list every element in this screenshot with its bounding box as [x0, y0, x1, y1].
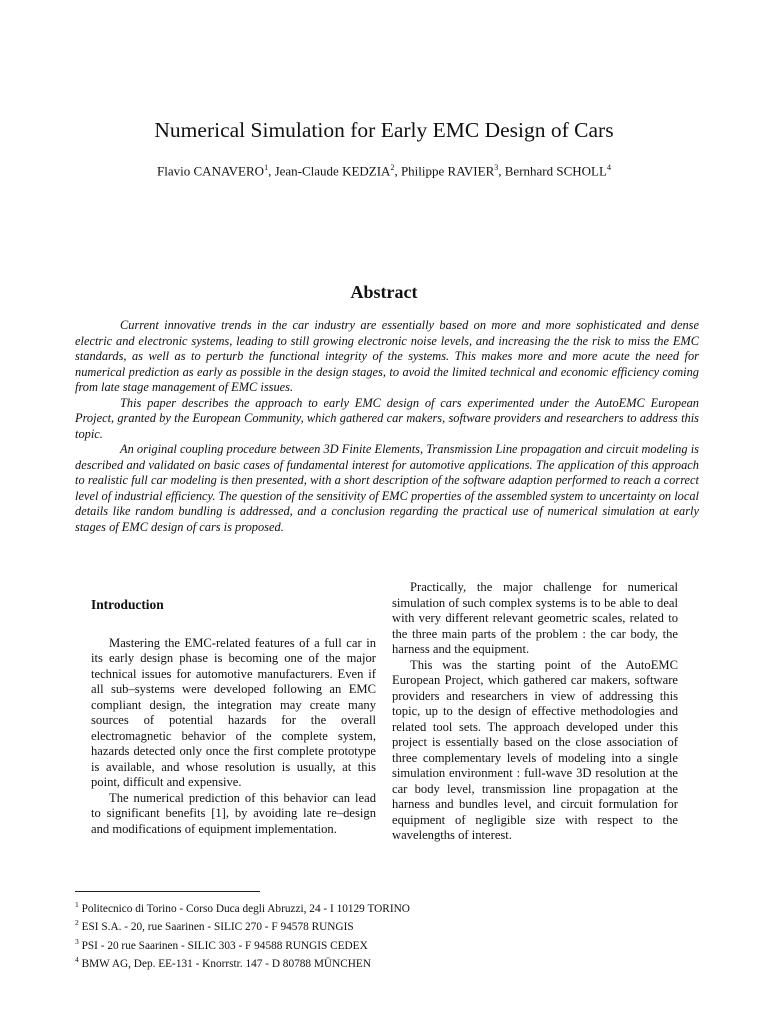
paper-title: Numerical Simulation for Early EMC Design of Cars	[154, 118, 614, 142]
left-column	[91, 597, 376, 837]
abstract-body	[75, 318, 699, 535]
author-affiliation-mark: 4	[606, 163, 611, 172]
body-paragraph: The numerical prediction of this behavior can lead to significant benefits [1], by avoiding late re–design and modifications of equipment implementation.	[91, 790, 376, 836]
body-paragraph: Mastering the EMC-related features of a full car in its early design phase is becoming one of the major technical issues for automotive manufacturers. Even if all sub–systems were developed following an EMC compliant design, the integration may create many sources of potential hazards for the overall electromagnetic behavior of the complete system, hazards detected only once the first complete prototype is available, and whose resolution is usually, at this point, difficult and expensive.	[91, 635, 376, 789]
footnote-mark: 4	[75, 954, 79, 964]
footnote	[75, 935, 695, 953]
footnote-text: BMW AG, Dep. EE-131 - Knorrstr. 147 - D 80788 MÜNCHEN	[81, 957, 371, 970]
abstract-paragraph: This paper describes the approach to early EMC design of cars experimented under the AutoEMC European Project, granted by the European Community, which gathered car makers, software providers and researchers to address this topic.	[75, 395, 699, 441]
footnote-mark: 3	[75, 936, 79, 946]
author-affiliation-mark: 3	[494, 163, 499, 172]
abstract-heading: Abstract	[350, 282, 418, 302]
footnotes	[75, 898, 695, 971]
footnote-text: Politecnico di Torino - Corso Duca degli Abruzzi, 24 - I 10129 TORINO	[81, 902, 410, 915]
body-paragraph: Practically, the major challenge for numerical simulation of such complex systems is to be able to deal with very different relevant geometric scales, related to the three main parts of the problem : the car body, the harness and the equipment.	[392, 580, 678, 656]
abstract-paragraph: Current innovative trends in the car industry are essentially based on more and more sophisticated and dense electric and electronic systems, leading to still growing electronic noise levels, and increasing the the risk to miss the EMC standards, as well as to perturb the functional integrity of the systems. This makes more and more acute the need for numerical prediction as early as possible in the design stages, to avoid the limited technical and economic efficiency coming from late stage management of EMC issues.	[75, 318, 699, 394]
footnote	[75, 953, 695, 971]
author-separator: ,	[394, 163, 401, 179]
footnote	[75, 898, 695, 916]
introduction-heading: Introduction	[91, 597, 164, 612]
author-name: Jean-Claude KEDZIA	[274, 163, 391, 179]
footnote-mark: 2	[75, 918, 79, 928]
footnote	[75, 916, 695, 934]
footnote-text: PSI - 20 rue Saarinen - SILIC 303 - F 94588 RUNGIS CEDEX	[81, 939, 368, 952]
author-name: Bernhard SCHOLL	[504, 163, 607, 179]
author-separator: ,	[268, 163, 275, 179]
author-affiliation-mark: 2	[390, 163, 395, 172]
footnote-divider	[75, 891, 260, 892]
author-name: Philippe RAVIER	[400, 163, 495, 179]
body-paragraph: This was the starting point of the AutoEMC European Project, which gathered car makers, software providers and researchers in view of addressing this topic, up to the design of effective methodologies and related tool sets. The approach developed under this project is essentially based on the close association of three complementary levels of modeling into a single simulation environment : full-wave 3D resolution at the car body level, transmission line propagation at the harness and bundles level, and circuit formulation for equipment of negligible size with respect to the wavelengths of interest.	[392, 657, 678, 842]
author-affiliation-mark: 1	[264, 163, 269, 172]
author-list	[0, 163, 768, 179]
author-separator: ,	[498, 163, 505, 179]
author-name: Flavio CANAVERO	[157, 163, 265, 179]
footnote-text: ESI S.A. - 20, rue Saarinen - SILIC 270 - F 94578 RUNGIS	[81, 921, 354, 934]
footnote-mark: 1	[75, 900, 79, 909]
abstract-paragraph: An original coupling procedure between 3D Finite Elements, Transmission Line propagation and circuit modeling is described and validated on basic cases of fundamental interest for automotive applications. The application of this approach to realistic full car modeling is then presented, with a short description of the software adaption performed to reach a correct level of industrial efficiency. The question of the sensitivity of EMC properties of the assembled system to uncertainty on local details like random bundling is addressed, and a conclusion regarding the practical use of numerical simulation at early stages of EMC design of cars is proposed.	[75, 442, 699, 534]
right-column	[392, 580, 678, 844]
